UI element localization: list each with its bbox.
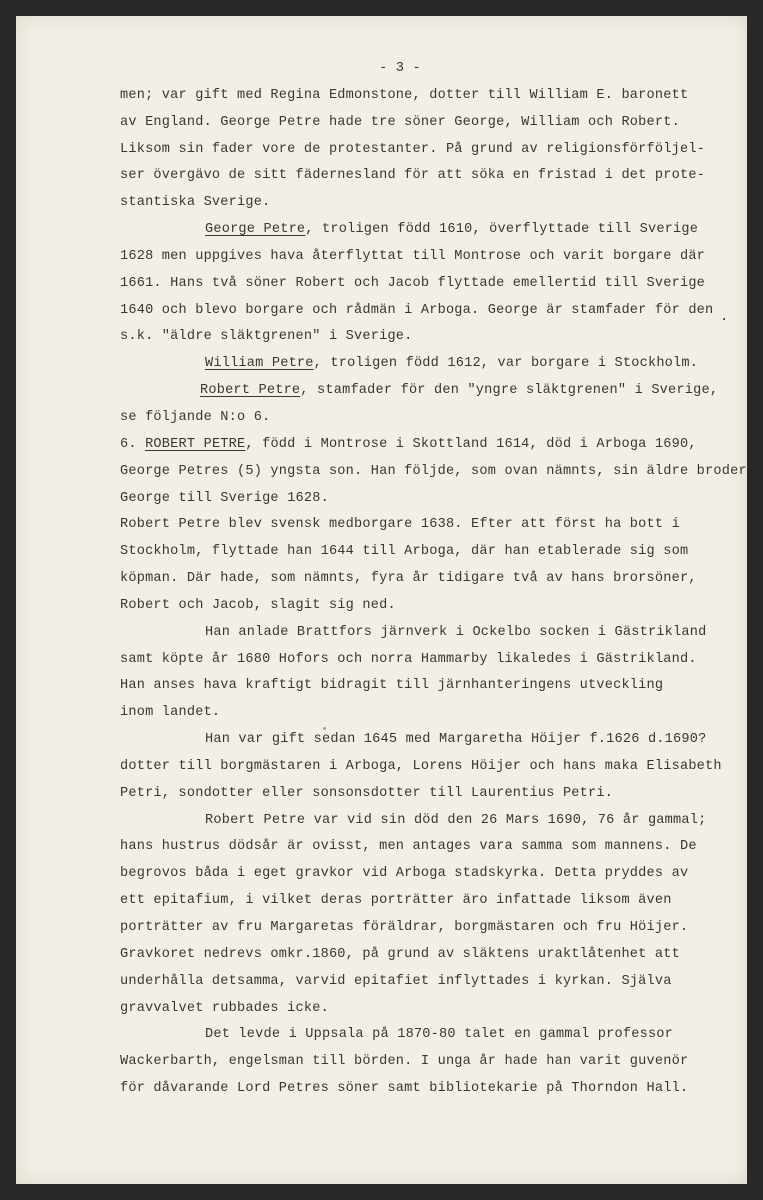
- text-line: ett epitafium, i vilket deras porträtter äro infattade liksom även: [120, 893, 672, 909]
- document-page: [16, 16, 747, 1184]
- text-line: för dåvarande Lord Petres söner samt bibliotekarie på Thorndon Hall.: [120, 1081, 689, 1097]
- text-line: stantiska Sverige.: [120, 195, 271, 211]
- margin-mark: ·: [720, 312, 729, 328]
- text-line: av England. George Petre hade tre söner George, William och Robert.: [120, 114, 680, 130]
- text-line: ser övergävo de sitt fädernesland för att söka en fristad i det prote-: [120, 168, 706, 184]
- typed-text: [120, 56, 747, 1103]
- text-line: Han var gift sedan 1645 med Margaretha Höijer f.1626 d.1690?: [205, 732, 707, 748]
- text-line: dotter till borgmästaren i Arboga, Lorens Höijer och hans maka Elisabeth: [120, 758, 722, 774]
- text-line: George Petres (5) yngsta son. Han följde, som ovan nämnts, sin äldre broder: [120, 463, 747, 479]
- page-number: - 3 -: [379, 61, 421, 76]
- text-line: William Petre, troligen född 1612, var borgare i Stockholm.: [205, 356, 699, 372]
- text-line: köpman. Där hade, som nämnts, fyra år tidigare två av hans brorsöner,: [120, 571, 697, 587]
- text-line: Robert Petre, stamfader för den "yngre släktgrenen" i Sverige,: [200, 383, 719, 399]
- paper-speck: [323, 727, 326, 730]
- name-underlined: William Petre: [205, 356, 314, 372]
- text-line: s.k. "äldre släktgrenen" i Sverige.: [120, 329, 413, 345]
- text-line: samt köpte år 1680 Hofors och norra Hammarby likaledes i Gästrikland.: [120, 651, 697, 667]
- text-line: inom landet.: [120, 705, 221, 721]
- text-line: begrovos båda i eget gravkor vid Arboga stadskyrka. Detta pryddes av: [120, 866, 689, 882]
- name-underlined: George Petre: [205, 222, 306, 238]
- text-line: Liksom sin fader vore de protestanter. På grund av religionsförföljel-: [120, 141, 706, 157]
- text-line: Robert och Jacob, slagit sig ned.: [120, 597, 396, 613]
- text-line: George till Sverige 1628.: [120, 490, 329, 506]
- text-line: se följande N:o 6.: [120, 409, 271, 425]
- text-line: Han anlade Brattfors järnverk i Ockelbo socken i Gästrikland: [205, 624, 707, 640]
- text-line: 1640 och blevo borgare och rådmän i Arboga. George är stamfader för den: [120, 302, 714, 318]
- text-line: Stockholm, flyttade han 1644 till Arboga, där han etablerade sig som: [120, 544, 689, 560]
- text-line: Petri, sondotter eller sonsonsdotter till Laurentius Petri.: [120, 785, 614, 801]
- text-line: Gravkoret nedrevs omkr.1860, på grund av släktens uraktlåtenhet att: [120, 946, 680, 962]
- text-line: underhålla detsamma, varvid epitafiet inflyttades i kyrkan. Själva: [120, 973, 672, 989]
- name-underlined: Robert Petre: [200, 383, 301, 399]
- text-line: gravvalvet rubbades icke.: [120, 1000, 329, 1016]
- text-line: 1661. Hans två söner Robert och Jacob flyttade emellertid till Sverige: [120, 275, 706, 291]
- text-line: hans hustrus dödsår är ovisst, men antages vara samma som mannens. De: [120, 839, 697, 855]
- text-line: porträtter av fru Margaretas föräldrar, borgmästaren och fru Höijer.: [120, 920, 689, 935]
- text-line: men; var gift med Regina Edmonstone, dotter till William E. baronett: [120, 87, 689, 103]
- text-line: 1628 men uppgives hava återflyttat till Montrose och varit borgare där: [120, 248, 706, 264]
- text-line: Robert Petre var vid sin död den 26 Mars 1690, 76 år gammal;: [205, 812, 707, 828]
- text-line: Robert Petre blev svensk medborgare 1638. Efter att först ha bott i: [120, 517, 680, 533]
- text-line: Det levde i Uppsala på 1870-80 talet en gammal professor: [205, 1027, 674, 1043]
- text-line: 6. ROBERT PETRE, född i Montrose i Skottland 1614, död i Arboga 1690,: [120, 436, 697, 452]
- name-underlined: ROBERT PETRE: [145, 436, 246, 452]
- text-line: Han anses hava kraftigt bidragit till järnhanteringens utveckling: [120, 678, 664, 694]
- text-line: George Petre, troligen född 1610, överflyttade till Sverige: [205, 222, 699, 238]
- text-line: Wackerbarth, engelsman till börden. I unga år hade han varit guvenör: [120, 1054, 689, 1070]
